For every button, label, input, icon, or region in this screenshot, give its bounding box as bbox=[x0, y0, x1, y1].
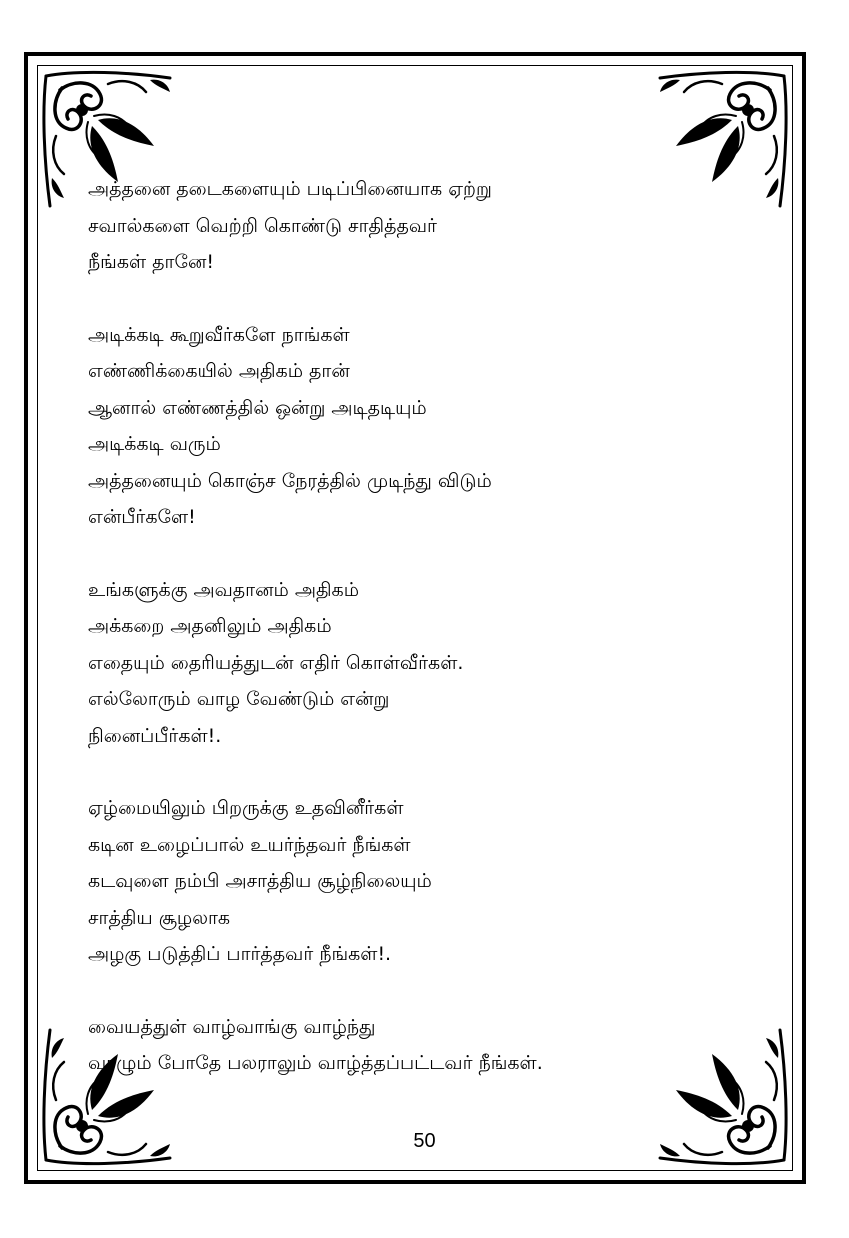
poem-line: நீங்கள் தானே! bbox=[88, 251, 214, 273]
poem-line: ஆனால் எண்ணத்தில் ஒன்று அடிதடியும் bbox=[88, 396, 427, 419]
poem-line: வாழும் போதே பலராலும் வாழ்த்தப்பட்டவர் நீங்கள். bbox=[88, 1052, 543, 1074]
stanza bbox=[88, 1009, 768, 1082]
poem-line: எதையும் தைரியத்துடன் எதிர் கொள்வீர்கள். bbox=[88, 651, 464, 674]
page-number: 50 bbox=[413, 1130, 436, 1152]
poem-line: அழகு படுத்திப் பார்த்தவர் நீங்கள்!. bbox=[88, 943, 392, 965]
stanza bbox=[88, 317, 768, 536]
poem-line: கடின உழைப்பால் உயர்ந்தவர் நீங்கள் bbox=[88, 833, 411, 856]
poem-line: ஏழ்மையிலும் பிறருக்கு உதவினீர்கள் bbox=[88, 797, 404, 819]
poem-line: கடவுளை நம்பி அசாத்திய சூழ்நிலையும் bbox=[88, 870, 432, 892]
stanza bbox=[88, 171, 768, 281]
poem-line: சவால்களை வெற்றி கொண்டு சாதித்தவர் bbox=[88, 214, 437, 237]
poem-line: எல்லோரும் வாழ வேண்டும் என்று bbox=[88, 688, 390, 710]
poem-line: எண்ணிக்கையில் அதிகம் தான் bbox=[88, 360, 350, 382]
poem-line: சாத்திய சூழலாக bbox=[88, 906, 231, 929]
poem-line: அக்கறை அதனிலும் அதிகம் bbox=[88, 615, 332, 637]
poem-body bbox=[88, 171, 768, 1118]
poem-line: உங்களுக்கு அவதானம் அதிகம் bbox=[88, 578, 359, 601]
poem-line: என்பீர்களே! bbox=[88, 506, 196, 528]
poem-line: அத்தனையும் கொஞ்ச நேரத்தில் முடிந்து விடும் bbox=[88, 469, 492, 492]
poem-line: வையத்துள் வாழ்வாங்கு வாழ்ந்து bbox=[88, 1015, 376, 1038]
stanza bbox=[88, 572, 768, 755]
stanza bbox=[88, 790, 768, 973]
poem-line: அடிக்கடி கூறுவீர்களே நாங்கள் bbox=[88, 323, 350, 346]
poem-line: அடிக்கடி வரும் bbox=[88, 433, 221, 455]
poem-line: அத்தனை தடைகளையும் படிப்பினையாக ஏற்று bbox=[88, 178, 492, 200]
poem-line: நினைப்பீர்கள்!. bbox=[88, 724, 222, 747]
